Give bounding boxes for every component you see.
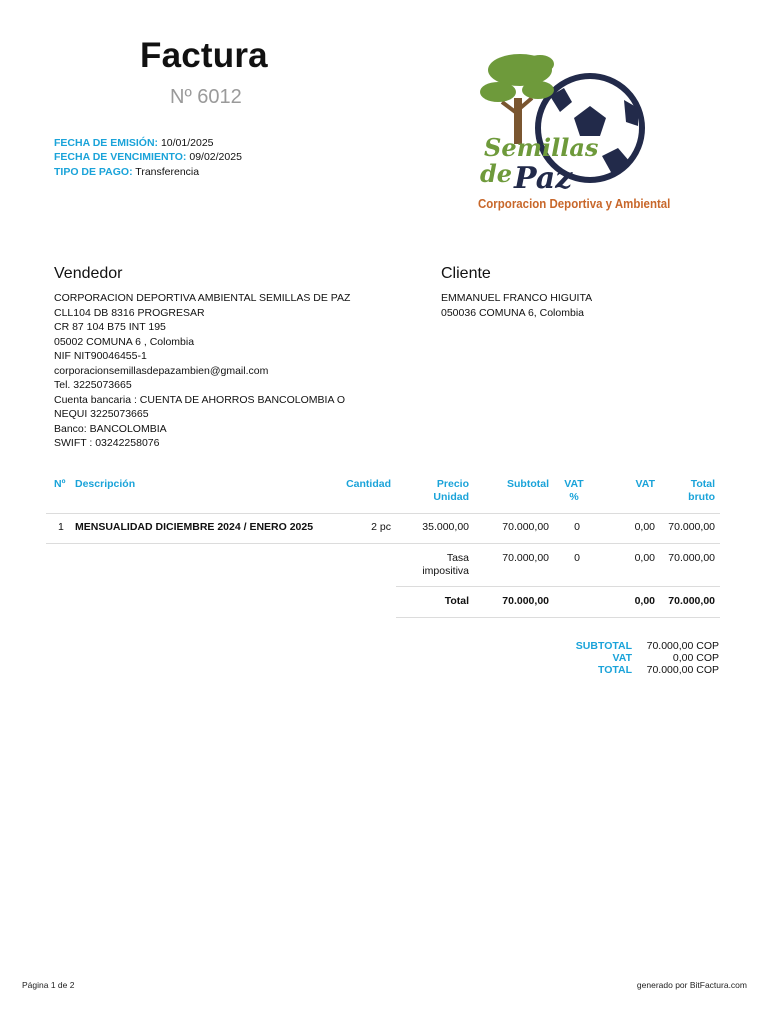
summary-subtotal-value: 70.000,00 COP bbox=[646, 640, 719, 652]
due-date-label: FECHA DE VENCIMIENTO: bbox=[54, 151, 187, 163]
seller-line: 05002 COMUNA 6 , Colombia bbox=[54, 335, 195, 348]
col-header-unit-price-line1: Precio bbox=[436, 478, 469, 490]
item-quantity: 2 pc bbox=[371, 521, 391, 533]
seller-line: CR 87 104 B75 INT 195 bbox=[54, 321, 166, 333]
totals-vat: 0,00 bbox=[634, 595, 655, 607]
seller-line: NIF NIT90046455-1 bbox=[54, 350, 147, 362]
col-header-gross-total bbox=[660, 478, 715, 504]
seller-line: NEQUI 3225073665 bbox=[54, 408, 149, 420]
issue-date-row bbox=[54, 136, 214, 151]
item-unit-price: 35.000,00 bbox=[422, 521, 469, 533]
client-line: 050036 COMUNA 6, Colombia bbox=[441, 306, 584, 319]
logo-text-semillas: Semillas bbox=[484, 133, 599, 162]
seller-line: Cuenta bancaria : CUENTA DE AHORROS BANCOLOMBIA O bbox=[54, 393, 345, 406]
summary-subtotal-label: SUBTOTAL bbox=[575, 640, 632, 652]
seller-line: CORPORACION DEPORTIVA AMBIENTAL SEMILLAS DE PAZ bbox=[54, 292, 351, 304]
page-indicator: Página 1 de 2 bbox=[22, 980, 75, 990]
summary-vat-value: 0,00 COP bbox=[672, 652, 719, 664]
summary-vat-label: VAT bbox=[612, 652, 632, 664]
tax-label bbox=[400, 552, 469, 578]
totals-label: Total bbox=[444, 595, 469, 607]
totals-subtotal: 70.000,00 bbox=[502, 595, 549, 607]
item-no: 1 bbox=[58, 521, 64, 533]
logo-tagline: Corporacion Deportiva y Ambiental bbox=[478, 196, 671, 212]
col-header-vat: VAT bbox=[635, 478, 655, 490]
client-address bbox=[441, 291, 592, 320]
due-date-row bbox=[54, 150, 242, 165]
seller-line: SWIFT : 03242258076 bbox=[54, 437, 160, 449]
client-line: EMMANUEL FRANCO HIGUITA bbox=[441, 292, 593, 304]
table-divider bbox=[46, 543, 720, 544]
tax-gross-total: 70.000,00 bbox=[668, 552, 715, 564]
tax-label-line1: Tasa bbox=[446, 552, 469, 564]
table-divider bbox=[396, 586, 720, 587]
col-header-vat-percent-line1: VAT bbox=[564, 478, 584, 490]
semillas-de-paz-logo bbox=[440, 48, 680, 244]
totals-gross-total: 70.000,00 bbox=[668, 595, 715, 607]
seller-line: CLL104 DB 8316 PROGRESAR bbox=[54, 306, 205, 319]
item-subtotal: 70.000,00 bbox=[502, 521, 549, 533]
seller-line: Banco: BANCOLOMBIA bbox=[54, 422, 167, 435]
tax-vat-percent: 0 bbox=[574, 552, 580, 564]
logo-text-paz: Paz bbox=[514, 161, 573, 196]
col-header-vat-percent-line2: % bbox=[569, 491, 579, 503]
table-divider bbox=[396, 617, 720, 618]
item-vat: 0,00 bbox=[634, 521, 655, 533]
col-header-no: Nº bbox=[54, 478, 66, 490]
seller-line: corporacionsemillasdepazambien@gmail.com bbox=[54, 364, 269, 377]
col-header-gross-total-line1: Total bbox=[690, 478, 715, 490]
col-header-description: Descripción bbox=[75, 478, 136, 490]
invoice-number: Nº 6012 bbox=[170, 86, 242, 108]
payment-type-value: Transferencia bbox=[135, 166, 200, 178]
tax-label-line2: impositiva bbox=[422, 565, 469, 577]
seller-heading: Vendedor bbox=[54, 265, 123, 282]
col-header-unit-price bbox=[410, 478, 469, 504]
item-gross-total: 70.000,00 bbox=[668, 521, 715, 533]
seller-line: Tel. 3225073665 bbox=[54, 379, 132, 391]
logo-text-de: de bbox=[480, 159, 513, 188]
tax-vat: 0,00 bbox=[634, 552, 655, 564]
generator-credit: generado por BitFactura.com bbox=[636, 980, 747, 990]
seller-address bbox=[54, 291, 350, 451]
col-header-vat-percent bbox=[556, 478, 592, 504]
table-divider bbox=[46, 513, 720, 514]
summary-total-value: 70.000,00 COP bbox=[646, 664, 719, 676]
issue-date-label: FECHA DE EMISIÓN: bbox=[54, 137, 159, 149]
col-header-unit-price-line2: Unidad bbox=[433, 491, 469, 503]
invoice-title: Factura bbox=[140, 36, 268, 75]
item-description: MENSUALIDAD DICIEMBRE 2024 / ENERO 2025 bbox=[75, 521, 314, 533]
due-date-value: 09/02/2025 bbox=[189, 151, 242, 163]
summary-total-label: TOTAL bbox=[597, 664, 632, 676]
col-header-subtotal: Subtotal bbox=[507, 478, 549, 490]
client-heading: Cliente bbox=[441, 265, 491, 282]
col-header-gross-total-line2: bruto bbox=[688, 491, 715, 503]
item-vat-percent: 0 bbox=[574, 521, 580, 533]
tax-subtotal: 70.000,00 bbox=[502, 552, 549, 564]
issue-date-value: 10/01/2025 bbox=[160, 137, 214, 149]
payment-type-label: TIPO DE PAGO: bbox=[54, 166, 133, 178]
payment-type-row bbox=[54, 165, 199, 180]
col-header-quantity: Cantidad bbox=[346, 478, 391, 490]
